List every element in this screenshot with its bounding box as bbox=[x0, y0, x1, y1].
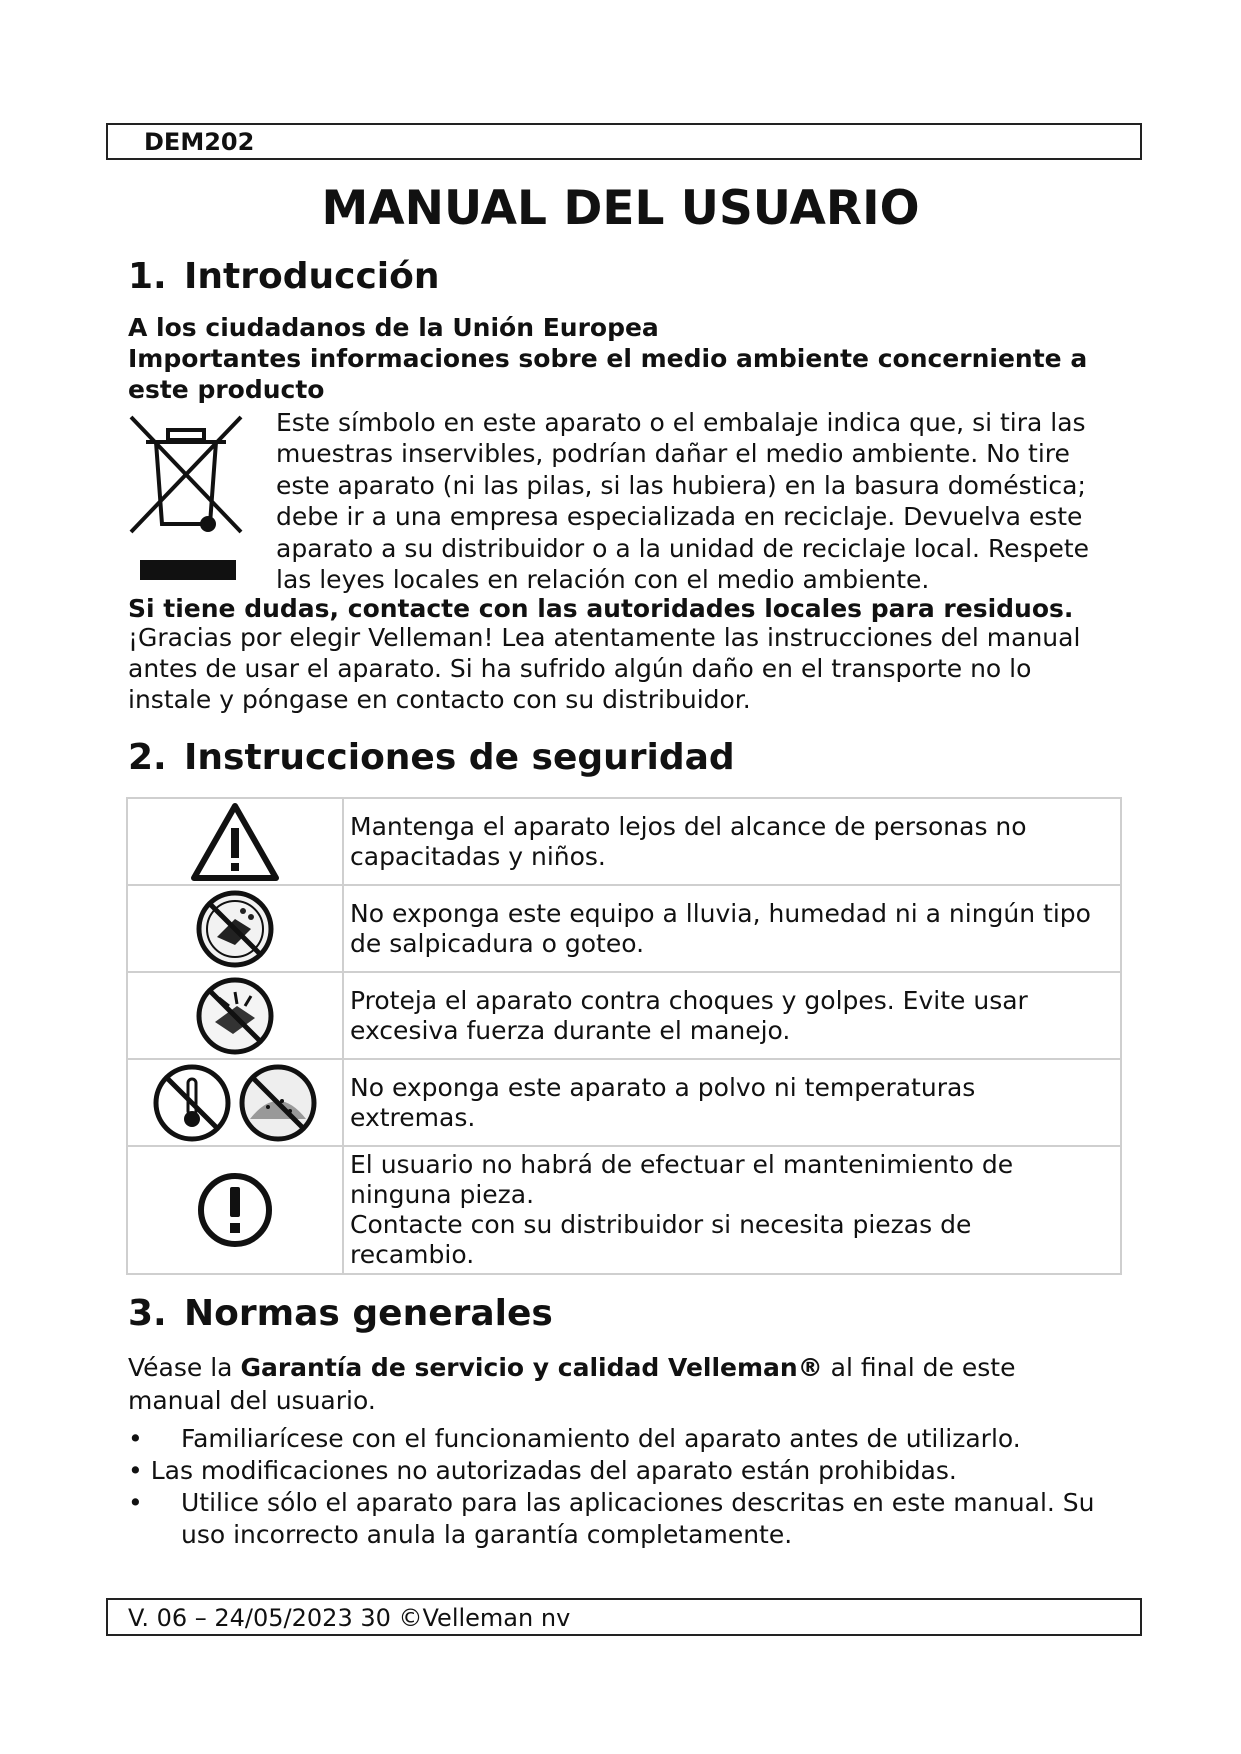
thanks-line: antes de usar el aparato. Si ha sufrido algún daño en el transporte no lo bbox=[128, 654, 1032, 683]
safety-table bbox=[126, 797, 1122, 1275]
general-bullet-list bbox=[128, 1423, 1095, 1551]
section-2-heading bbox=[128, 737, 735, 778]
list-item bbox=[128, 1487, 1095, 1519]
weee-line: muestras inservibles, podrían dañar el medio ambiente. No tire bbox=[276, 439, 1070, 469]
weee-bin-icon bbox=[126, 412, 246, 587]
header-box bbox=[106, 123, 1142, 160]
safety-line: capacitadas y niños. bbox=[350, 841, 606, 871]
model-code: DEM202 bbox=[144, 128, 255, 156]
weee-line: las leyes locales en relación con el medio ambiente. bbox=[276, 565, 930, 595]
safety-row bbox=[127, 885, 1121, 972]
safety-row bbox=[127, 972, 1121, 1059]
safety-line: No exponga este equipo a lluvia, humedad ni a ningún tipo bbox=[350, 898, 1091, 928]
safety-line: extremas. bbox=[350, 1102, 476, 1132]
weee-line: debe ir a una empresa especializada en reciclaje. Devuelva este bbox=[276, 502, 1083, 532]
attention-icon bbox=[127, 1146, 343, 1274]
footer-text: V. 06 – 24/05/2023 30 ©Velleman nv bbox=[128, 1604, 571, 1632]
env-heading-2: este producto bbox=[128, 375, 325, 404]
safety-line: recambio. bbox=[350, 1240, 475, 1269]
safety-line: No exponga este aparato a polvo ni temperaturas bbox=[350, 1072, 976, 1102]
thanks-line: ¡Gracias por elegir Velleman! Lea atentamente las instrucciones del manual bbox=[128, 623, 1081, 652]
section-1-title: Introducción bbox=[184, 256, 440, 297]
general-intro-line-2: manual del usuario. bbox=[128, 1386, 376, 1415]
env-heading-1: Importantes informaciones sobre el medio ambiente concerniente a bbox=[128, 344, 1088, 373]
eu-heading: A los ciudadanos de la Unión Europea bbox=[128, 313, 659, 342]
bullet-text: Utilice sólo el aparato para las aplicaciones descritas en este manual. Su bbox=[181, 1488, 1095, 1517]
bullet-text: Las modificaciones no autorizadas del aparato están prohibidas. bbox=[150, 1456, 957, 1485]
section-3-number: 3. bbox=[128, 1293, 167, 1334]
bullet-symbol: • bbox=[128, 1456, 143, 1485]
section-2-number: 2. bbox=[128, 737, 167, 778]
safety-text bbox=[343, 972, 1121, 1059]
intro-text: Véase la bbox=[128, 1353, 241, 1382]
no-dust-icon bbox=[238, 1063, 318, 1143]
no-water-icon bbox=[127, 885, 343, 972]
safety-line: Mantenga el aparato lejos del alcance de personas no bbox=[350, 811, 1027, 841]
weee-paragraph bbox=[276, 407, 1156, 595]
section-1-heading bbox=[128, 256, 440, 297]
safety-text bbox=[343, 1059, 1121, 1146]
safety-line: Contacte con su distribuidor si necesita piezas de bbox=[350, 1210, 972, 1239]
weee-line: este aparato (ni las pilas, si las hubiera) en la basura doméstica; bbox=[276, 470, 1086, 500]
list-item bbox=[128, 1423, 1021, 1455]
section-2-title: Instrucciones de seguridad bbox=[184, 737, 735, 778]
no-temperature-no-dust-icon bbox=[127, 1059, 343, 1146]
warning-triangle-icon bbox=[127, 798, 343, 885]
safety-line: excesiva fuerza durante el manejo. bbox=[350, 1015, 791, 1045]
safety-text bbox=[343, 798, 1121, 885]
thanks-line: instale y póngase en contacto con su distribuidor. bbox=[128, 685, 751, 714]
warranty-reference: Garantía de servicio y calidad Velleman® bbox=[240, 1353, 823, 1382]
safety-line: de salpicadura o goteo. bbox=[350, 928, 645, 958]
safety-text bbox=[343, 885, 1121, 972]
intro-text: al final de este bbox=[822, 1353, 1016, 1382]
safety-row bbox=[127, 1059, 1121, 1146]
bullet-symbol: • bbox=[128, 1488, 143, 1517]
safety-line: El usuario no habrá de efectuar el mantenimiento de bbox=[350, 1150, 1014, 1179]
no-shock-icon bbox=[127, 972, 343, 1059]
safety-row bbox=[127, 798, 1121, 885]
weee-line: Este símbolo en este aparato o el embalaje indica que, si tira las bbox=[276, 408, 1086, 437]
section-3-heading bbox=[128, 1293, 553, 1334]
section-3-title: Normas generales bbox=[184, 1293, 553, 1334]
safety-line: ninguna pieza. bbox=[350, 1180, 535, 1209]
doubts-text: Si tiene dudas, contacte con las autoridades locales para residuos. bbox=[128, 594, 1074, 623]
thanks-paragraph bbox=[128, 622, 1080, 715]
weee-line: aparato a su distribuidor o a la unidad de reciclaje local. Respete bbox=[276, 533, 1090, 563]
general-intro-line-1 bbox=[128, 1353, 1015, 1382]
list-item bbox=[128, 1455, 957, 1487]
no-temperature-icon bbox=[152, 1063, 232, 1143]
footer-box bbox=[106, 1598, 1142, 1636]
page-title: MANUAL DEL USUARIO bbox=[321, 181, 920, 236]
safety-row bbox=[127, 1146, 1121, 1274]
section-1-number: 1. bbox=[128, 256, 167, 297]
safety-text bbox=[343, 1146, 1121, 1274]
list-item-continuation: uso incorrecto anula la garantía completamente. bbox=[181, 1520, 793, 1549]
bullet-text: Familiarícese con el funcionamiento del aparato antes de utilizarlo. bbox=[181, 1424, 1021, 1453]
safety-line: Proteja el aparato contra choques y golpes. Evite usar bbox=[350, 985, 1028, 1015]
bullet-symbol: • bbox=[128, 1424, 143, 1453]
